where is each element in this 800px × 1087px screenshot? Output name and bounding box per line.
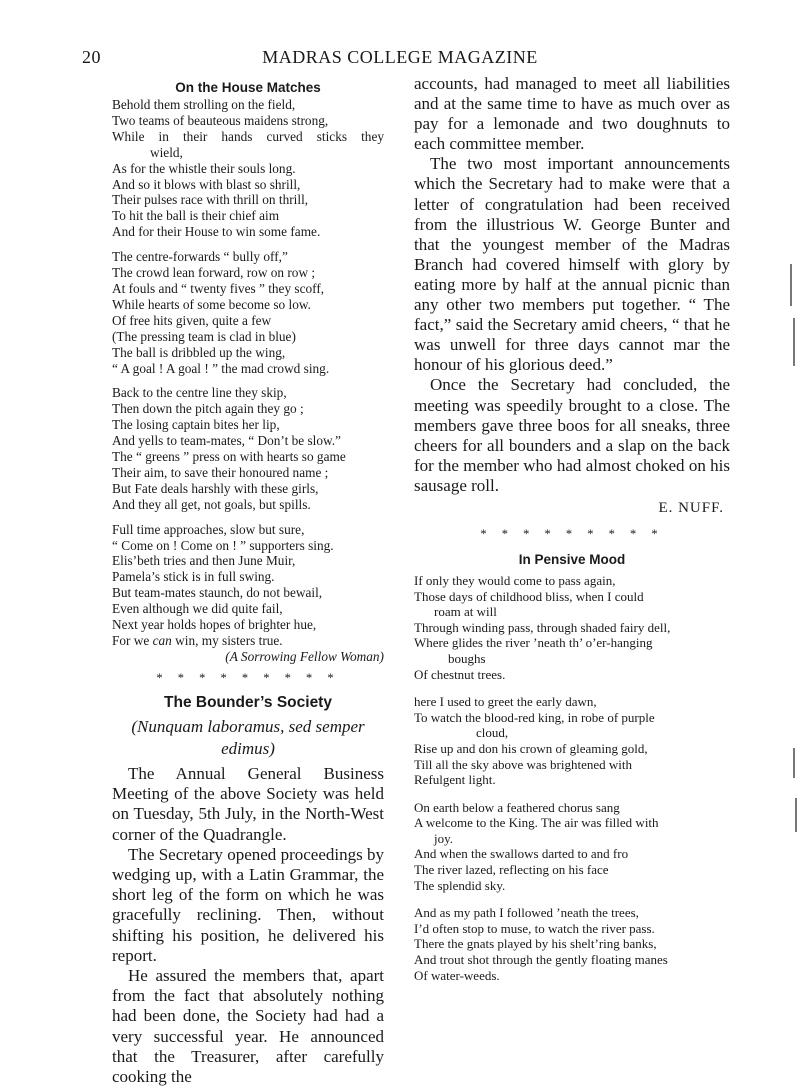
- poem-line: If only they would come to pass again,: [414, 572, 616, 588]
- poem-line: The river lazed, reflecting on his face: [414, 862, 609, 878]
- poem-line: And when the swallows darted to and fro: [414, 846, 629, 862]
- poem-line: And trout shot through the gently floating manes: [414, 952, 668, 968]
- poem-line: joy.: [434, 830, 454, 846]
- poem-line: The crowd lean forward, row on row ;: [112, 265, 316, 281]
- poem-line: The splendid sky.: [414, 877, 506, 893]
- poem-line: wield,: [150, 144, 183, 160]
- poem-line: (The pressing team is clad in blue): [112, 328, 296, 344]
- page-header: [0, 47, 800, 71]
- poem-title-house-matches: On the House Matches: [175, 80, 321, 95]
- poem-line: Even although we did quite fail,: [112, 601, 283, 617]
- poem-line: And for their House to win some fame.: [112, 224, 321, 240]
- scan-margin-mark: [793, 748, 795, 778]
- section-separator: * * * * * * * * *: [156, 670, 340, 685]
- poem-line: Those days of childhood bliss, when I could: [414, 588, 644, 604]
- poem-line: To hit the ball is their chief aim: [112, 208, 280, 224]
- poem-line: Full time approaches, slow but sure,: [112, 521, 305, 537]
- poem-line: Refulgent light.: [414, 772, 496, 788]
- emphasis: can: [152, 633, 172, 648]
- poem-line: Then down the pitch again they go ;: [112, 401, 304, 417]
- poem-line: Of water-weeds.: [414, 967, 500, 983]
- poem-line: While in their hands curved sticks they: [112, 128, 384, 144]
- poem-line-last: For we can win, my sisters true.: [112, 633, 283, 648]
- poem-line: To watch the blood-red king, in robe of purple: [414, 709, 655, 725]
- poem-line: There the gnats played by his shelt’ring banks,: [414, 936, 657, 952]
- scan-margin-mark: [793, 318, 795, 366]
- paragraph: The Annual General Business Meeting of the above Society was held on Tuesday, 5th July, in the North-West corner of the Quadrangle.: [112, 763, 384, 844]
- poem-line: roam at will: [434, 604, 497, 620]
- paragraph: The Secretary opened proceedings by wedging up, with a Latin Grammar, the short leg of the form on which he was gracefully reclining. Then, without shifting his position, he delivered his report.: [112, 844, 384, 965]
- poem-line: boughs: [448, 650, 486, 666]
- poem-line: The ball is dribbled up the wing,: [112, 344, 286, 360]
- poem-line: Through winding pass, through shaded fairy dell,: [414, 619, 671, 635]
- poem-line: Behold them strolling on the field,: [112, 97, 296, 112]
- page-number: 20: [82, 47, 101, 67]
- paragraph: The two most important announcements which the Secretary had to make were that a letter of congratulation had been received from the illustrious W. George Bunter and that the youngest member of the Madras Branch had covered himself with glory by eating more by half at the annual picnic than any other two members put together. “ The fact,” said the Secretary amid cheers, “ that he was unwell for three days cannot mar the honour of his glorious deed.”: [414, 154, 730, 375]
- poem-title-pensive-mood: In Pensive Mood: [518, 551, 626, 567]
- poem-house-matches: [112, 97, 384, 649]
- poem-line: Back to the centre line they skip,: [112, 385, 287, 401]
- bounder-article-left: [112, 764, 384, 1087]
- poem-line: And they all get, not goals, but spills.: [112, 496, 311, 512]
- poem-line: While hearts of some become so low.: [112, 296, 311, 312]
- poem-attribution: (A Sorrowing Fellow Woman): [225, 648, 384, 664]
- poem-line: At fouls and “ twenty fives ” they scoff,: [112, 280, 325, 296]
- left-column: [112, 80, 384, 1087]
- bounder-article-right: [414, 74, 730, 496]
- poem-line: I’d often stop to muse, to watch the river pass.: [414, 920, 655, 936]
- poem-line: And yells to team-mates, “ Don’t be slow.”: [112, 433, 341, 449]
- poem-line: As for the whistle their souls long.: [112, 160, 296, 176]
- poem-line: here I used to greet the early dawn,: [414, 694, 597, 710]
- poem-line: Two teams of beauteous maidens strong,: [112, 112, 329, 128]
- poem-line: Next year holds hopes of brighter hue,: [112, 617, 317, 633]
- poem-line: The centre-forwards “ bully off,”: [112, 249, 288, 265]
- paragraph: Once the Secretary had concluded, the meeting was speedily brought to a close. The members gave three boos for all sneaks, three cheers for all bounders and a slap on the back for the member who had almost choked on his sausage roll.: [414, 375, 730, 495]
- poem-line: The losing captain bites her lip,: [112, 417, 280, 433]
- scan-margin-mark: [790, 264, 792, 306]
- section-separator: * * * * * * * * *: [480, 526, 664, 541]
- poem-line: Their aim, to save their honoured name ;: [112, 464, 329, 480]
- poem-line: Pamela’s stick is in full swing.: [112, 569, 275, 585]
- poem-line: “ Come on ! Come on ! ” supporters sing.: [112, 537, 334, 553]
- poem-line: Where glides the river ’neath th’ o’er-hanging: [414, 635, 653, 651]
- poem-line: The “ greens ” press on with hearts so game: [112, 449, 346, 465]
- paragraph: He assured the members that, apart from the fact that absolutely nothing had been done, the Society had had a very successful year. He announced that the Treasurer, after carefully cooking the: [112, 965, 384, 1086]
- poem-line: Rise up and don his crown of gleaming gold,: [414, 740, 648, 756]
- poem-pensive-mood: [414, 573, 730, 983]
- poem-line: But team-mates staunch, do not bewail,: [112, 585, 323, 601]
- poem-line: Their pulses race with thrill on thrill,: [112, 192, 309, 208]
- society-motto: (Nunquam laboramus, sed semper edimus): [131, 716, 365, 758]
- running-title: MADRAS COLLEGE MAGAZINE: [262, 47, 538, 67]
- poem-line: But Fate deals harshly with these girls,: [112, 480, 319, 496]
- poem-line: And as my path I followed ’neath the trees,: [414, 905, 639, 921]
- paragraph-continued: accounts, had managed to meet all liabilities and at the same time to have as much over as pay for a lemonade and two doughnuts to each committee member.: [414, 74, 730, 154]
- article-title-bounders: The Bounder’s Society: [164, 693, 332, 711]
- poem-line: Of free hits given, quite a few: [112, 312, 272, 328]
- poem-line: Till all the sky above was brightened with: [414, 756, 632, 772]
- poem-line: cloud,: [476, 725, 509, 741]
- poem-line: And so it blows with blast so shrill,: [112, 176, 301, 192]
- article-author: E. NUFF.: [658, 499, 724, 516]
- poem-line: On earth below a feathered chorus sang: [414, 799, 620, 815]
- poem-line: Of chestnut trees.: [414, 666, 506, 682]
- scan-margin-mark: [795, 798, 797, 832]
- right-column: [414, 74, 730, 983]
- poem-line: A welcome to the King. The air was filled with: [414, 815, 659, 831]
- poem-line: “ A goal ! A goal ! ” the mad crowd sing.: [112, 360, 330, 376]
- poem-line: Elis’beth tries and then June Muir,: [112, 553, 296, 569]
